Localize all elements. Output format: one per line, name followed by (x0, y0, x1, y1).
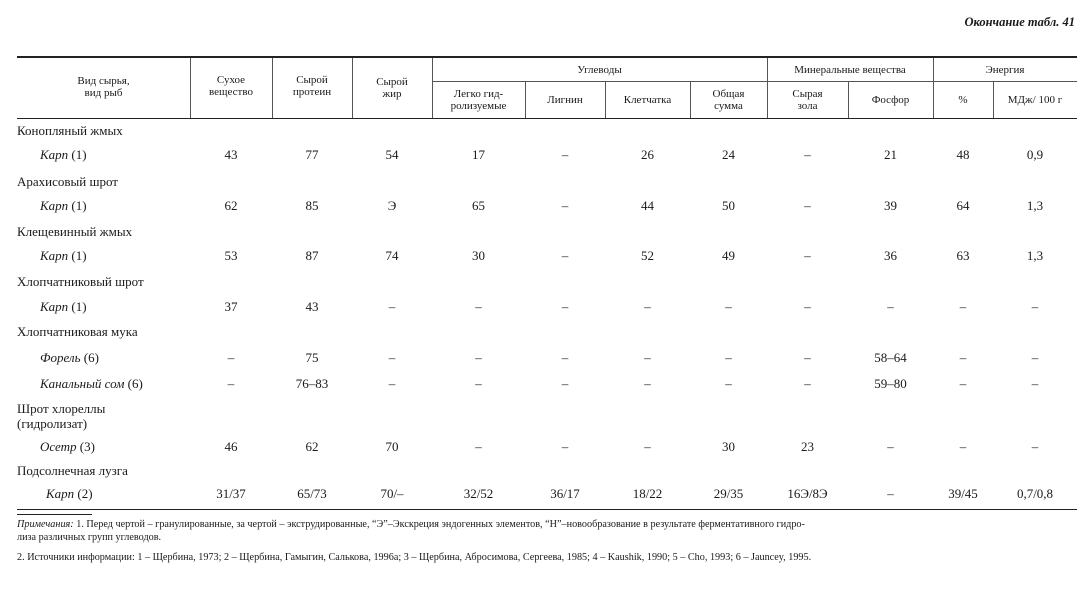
value-fiber: – (644, 439, 651, 454)
value-total-sum: 30 (722, 439, 735, 454)
value-fiber: 44 (641, 198, 654, 213)
value-lignin: – (561, 439, 569, 454)
value-easy-hydrolysable: – (475, 376, 482, 391)
value-dry-matter: 62 (224, 198, 238, 213)
value-lignin: 36/17 (550, 486, 580, 501)
value-fiber: 52 (641, 248, 654, 263)
header-energy-group: Энергия (985, 64, 1025, 76)
fish-label (40, 350, 99, 366)
header-easy-line1: Легко гид- (453, 88, 504, 100)
value-easy-hydrolysable: 32/52 (463, 486, 494, 501)
note-1-continuation: лиза различных групп углеводов. (17, 532, 162, 543)
value-crude-fat: Э (387, 198, 397, 213)
category-label: Подсолнечная лузга (17, 463, 128, 478)
value-total-sum: 49 (722, 248, 735, 263)
value-crude-fat: 70/– (380, 486, 404, 501)
fish-name: Осетр (40, 439, 77, 454)
value-phosphorus: – (887, 486, 894, 501)
value-crude-fat: – (388, 350, 396, 365)
fish-name: Канальный сом (40, 376, 125, 391)
value-crude-ash: 23 (801, 439, 814, 454)
source-ref: (1) (71, 248, 87, 263)
value-phosphorus: 21 (884, 147, 897, 162)
header-total-line2: сумма (714, 100, 743, 112)
value-total-sum: – (725, 299, 732, 314)
value-crude-protein: 75 (305, 350, 319, 365)
value-fiber: – (644, 299, 651, 314)
header-material-line1: Вид сырья, (77, 75, 130, 87)
value-energy-percent: – (959, 376, 967, 391)
value-total-sum: 24 (722, 147, 735, 162)
value-crude-ash: – (804, 147, 811, 162)
source-ref: (6) (127, 376, 143, 391)
value-energy-mj: 0,9 (1026, 147, 1044, 162)
value-easy-hydrolysable: – (475, 350, 482, 365)
value-energy-mj: – (1031, 299, 1039, 314)
header-material-line2: вид рыб (84, 87, 123, 99)
value-easy-hydrolysable: – (475, 439, 482, 454)
value-energy-mj: 1,3 (1026, 198, 1044, 213)
value-phosphorus: – (887, 439, 894, 454)
value-total-sum: – (725, 350, 732, 365)
header-lignin: Лигнин (547, 94, 583, 106)
value-dry-matter: 46 (224, 439, 238, 454)
value-energy-mj: – (1031, 350, 1039, 365)
fish-label (40, 439, 95, 455)
header-ash-line1: Сырая (792, 88, 823, 100)
category-label: Арахисовый шрот (17, 174, 118, 189)
value-crude-protein: 77 (305, 147, 319, 162)
header-ash-line2: зола (797, 100, 818, 112)
value-crude-fat: 70 (385, 439, 399, 454)
header-dry-matter (190, 74, 272, 98)
source-ref: (6) (83, 350, 99, 365)
category-label: Хлопчатниковый шрот (17, 274, 144, 289)
value-lignin: – (561, 350, 569, 365)
value-total-sum: – (725, 376, 732, 391)
value-energy-mj: 0,7/0,8 (1016, 486, 1054, 501)
value-dry-matter: – (227, 376, 235, 391)
value-crude-protein: 87 (305, 248, 319, 263)
category-label: Клещевинный жмых (17, 224, 133, 239)
header-crude-protein (272, 74, 352, 98)
fish-label (40, 376, 143, 392)
value-crude-protein: 76–83 (295, 376, 329, 391)
header-fat-line1: Сырой (376, 76, 408, 88)
value-crude-fat: 74 (385, 248, 399, 263)
header-crude-fat (352, 76, 432, 100)
value-energy-mj: 1,3 (1026, 248, 1044, 263)
source-ref: (3) (79, 439, 95, 454)
value-crude-protein: 85 (305, 198, 319, 213)
value-easy-hydrolysable: 30 (472, 248, 485, 263)
value-crude-fat: – (388, 376, 396, 391)
category-label-line2: (гидролизат) (17, 416, 88, 431)
note-2: 2. Источники информации: 1 – Щербина, 1973; 2 – Щербина, Гамыгин, Салькова, 1996а; 3 – Щербина, Абросимова, Сергеева, 1985; 4 – Kaushik, 1990; 5 – Cho, 1993; 6 – Jauncey, 1995. (17, 552, 812, 563)
header-easy-hydrolysable (432, 88, 525, 112)
fish-label (40, 248, 87, 264)
header-bottom-rule (17, 118, 1077, 119)
fish-name: Карп (40, 198, 69, 213)
value-energy-percent: 48 (956, 147, 970, 162)
header-total-sum (690, 88, 767, 112)
header-fat-line2: жир (382, 88, 402, 100)
value-crude-ash: 16Э/8Э (787, 486, 828, 501)
value-dry-matter: 31/37 (216, 486, 246, 501)
value-fiber: – (644, 376, 651, 391)
fish-name: Карп (40, 248, 69, 263)
category-label: Конопляный жмых (17, 123, 123, 138)
value-lignin: – (561, 248, 569, 263)
header-crude-ash (767, 88, 848, 112)
header-total-line1: Общая (712, 88, 745, 100)
value-total-sum: 29/35 (713, 486, 744, 501)
value-crude-fat: 54 (385, 147, 399, 162)
value-total-sum: 50 (722, 198, 735, 213)
value-energy-percent: 64 (956, 198, 970, 213)
value-fiber: 26 (641, 147, 654, 162)
value-fiber: 18/22 (632, 486, 663, 501)
value-easy-hydrolysable: 65 (472, 198, 485, 213)
group-underline (432, 81, 1077, 82)
value-dry-matter: – (227, 350, 235, 365)
note-1 (17, 519, 1082, 531)
fish-label (40, 147, 87, 163)
value-crude-protein: 43 (305, 299, 319, 314)
value-energy-percent: 39/45 (948, 486, 978, 501)
header-carbohydrates-group: Углеводы (577, 64, 622, 76)
value-energy-mj: – (1031, 376, 1039, 391)
header-protein-line2: протеин (292, 86, 332, 98)
fish-label (40, 198, 87, 214)
notes-separator (17, 514, 92, 515)
notes-label: Примечания: (17, 519, 74, 530)
value-phosphorus: 36 (884, 248, 897, 263)
value-phosphorus: 59–80 (874, 376, 907, 391)
value-energy-percent: 63 (956, 248, 970, 263)
note-1-text: 1. Перед чертой – гранулированные, за чертой – экструдированные, “Э”–Экскреция эндогенных элементов, “Н”–новообразование в результате ферментативного гидро- (73, 519, 805, 530)
value-crude-protein: 65/73 (297, 486, 327, 501)
value-crude-ash: – (804, 350, 811, 365)
value-easy-hydrolysable: – (475, 299, 482, 314)
value-crude-protein: 62 (305, 439, 319, 454)
category-label: Шрот хлореллы (17, 401, 106, 416)
value-lignin: – (561, 198, 569, 213)
value-lignin: – (561, 299, 569, 314)
value-dry-matter: 43 (224, 147, 238, 162)
source-ref: (1) (71, 147, 87, 162)
value-crude-fat: – (388, 299, 396, 314)
table-top-rule (17, 56, 1077, 58)
table-caption: Окончание табл. 41 (964, 15, 1075, 29)
header-material (17, 75, 190, 99)
value-phosphorus: 58–64 (874, 350, 907, 365)
source-ref: (1) (71, 299, 87, 314)
value-crude-ash: – (804, 376, 811, 391)
header-protein-line1: Сырой (296, 74, 328, 86)
fish-name: Карп (40, 147, 69, 162)
fish-name: Карп (46, 486, 75, 501)
fish-name: Форель (40, 350, 81, 365)
value-phosphorus: 39 (884, 198, 897, 213)
header-dry-line1: Сухое (216, 74, 246, 86)
header-energy-mj: МДж/ 100 г (1007, 94, 1063, 106)
value-fiber: – (644, 350, 651, 365)
value-phosphorus: – (887, 299, 894, 314)
value-energy-mj: – (1031, 439, 1039, 454)
fish-label (40, 299, 87, 315)
header-easy-line2: ролизуемые (450, 100, 507, 112)
header-phosphorus: Фосфор (871, 94, 910, 106)
value-lignin: – (561, 147, 569, 162)
value-crude-ash: – (804, 299, 811, 314)
value-energy-percent: – (959, 439, 967, 454)
table-bottom-rule (17, 509, 1077, 510)
value-dry-matter: 37 (224, 299, 238, 314)
value-crude-ash: – (804, 198, 811, 213)
header-energy-percent: % (958, 94, 968, 106)
category-label: Хлопчатниковая мука (17, 324, 138, 339)
source-ref: (1) (71, 198, 87, 213)
value-energy-percent: – (959, 350, 967, 365)
value-lignin: – (561, 376, 569, 391)
value-energy-percent: – (959, 299, 967, 314)
source-ref: (2) (77, 486, 93, 501)
value-easy-hydrolysable: 17 (472, 147, 485, 162)
value-dry-matter: 53 (224, 248, 238, 263)
value-crude-ash: – (804, 248, 811, 263)
header-fiber: Клетчатка (623, 94, 672, 106)
header-dry-line2: вещество (209, 86, 253, 98)
header-minerals-group: Минеральные вещества (794, 64, 906, 76)
fish-label (46, 486, 93, 502)
fish-name: Карп (40, 299, 69, 314)
